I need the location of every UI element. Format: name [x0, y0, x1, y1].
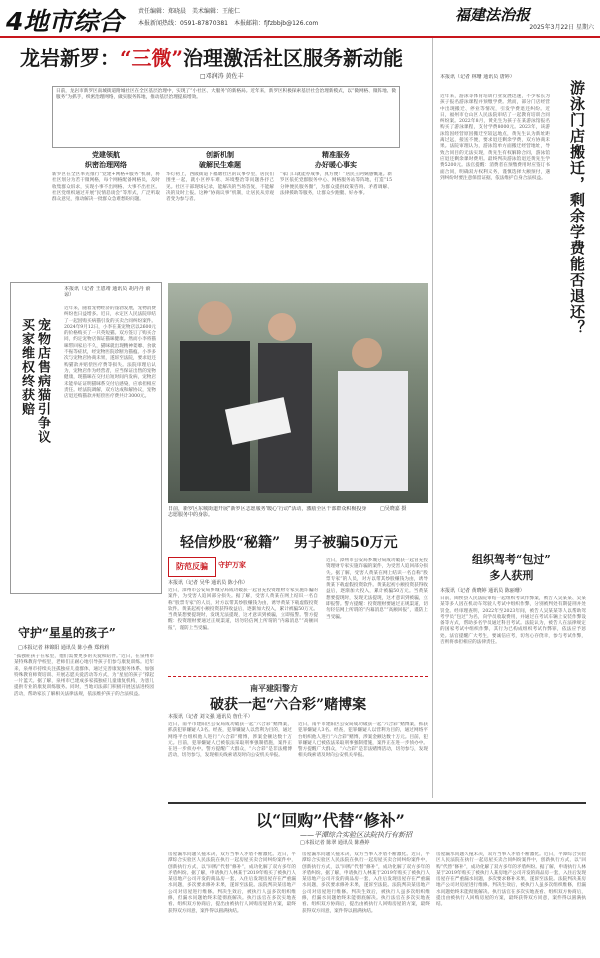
lead-byline: □邓润涛 黄佐丰 [200, 73, 244, 80]
star-body: “孤独症孩子在家里，他们需要更多的关爱和陪伴。”近日，在泉州市某特殊教育学校里，老师们正耐心地引导孩子们参与康复训练。近年来，泉州市持续关注孤独症儿童群体，通过完善康复服务体系、加强特殊教育师资培训、开展志愿关爱活动等方式，为“星星的孩子”撑起一片蓝天。据了解，泉州市已建成多家孤独症儿童康复机构，为患儿提供专业的康复训练服务。同时，当地司法部门积极开展送法进校园活动，帮助家长了解相关法律法规，依法维护孩子的合法权益。 [14, 654, 154, 697]
subhead-1: 党建领航 织密治理网络 [85, 150, 127, 169]
section-title: 4地市综合 [6, 7, 124, 36]
fraud-body-1: 近日，漳州市公安局芗城分局成功破获一起冒充投资理财专家实施诈骗的案件，为受害人追回部分损失。据了解，受害人黄某在网上结识一名自称“股票专家”的人员，对方以带其炒股赚钱为由，诱导黄某下载虚假投资软件。黄某起初小额投资获得收益后，逐渐加大投入，累计被骗50万元。当黄某想要提现时，发现无法提现，这才意识到被骗，立即报警。警方提醒：投资理财要通过正规渠道，切勿轻信网上所谓的“内幕消息”“高额回报”，谨防上当受骗。 [168, 588, 318, 631]
photo-figure-2 [268, 313, 296, 341]
issue-date: 2025年3月22日 星期六 [529, 24, 594, 31]
photo-figure-3 [352, 338, 382, 368]
lead-headline [20, 42, 403, 71]
gambling-byline: 本报讯（记者 刘文强 通讯员 詹仕平） [168, 714, 253, 720]
subhead-2: 创新机制 破解民生难题 [199, 150, 241, 169]
photo-caption: 日前，新罗区东城街道开展“新罗区志愿服务‘暖心’行动”活动，激励全区干部群众积极投身志愿服务中的身影。 [168, 506, 367, 518]
pet-byline: 本报讯（记者 王恩靖 通讯员 胡丹丹 俞谅） [64, 286, 151, 298]
buyback-body-1: 房屋漏水问题久拖未决，双方当事人矛盾不断激化。近日，平潭综合实验区人民法院在执行一起房屋买卖合同纠纷案件中，创新执行方式，以“回购”代替“修补”，成功化解了双方多年的矛盾纠纷。据了解，申请执行人林某于2019年购买了被执行人某房地产公司开发的商品房一套，入住后发现房屋存在严重漏水问题，多次要求修补未果，遂诉至法院。法院判决某房地产公司对房屋进行维修。判决生效后，被执行人虽多次组织维修，但漏水问题始终未能彻底解决。执行法官在多次实地查看、组织双方协商后，提出由被执行人回购房屋的方案，最终获得双方同意，案件得以圆满执结。 [168, 852, 296, 914]
gambling-headline: 破获一起“六合彩”赌博案 [210, 697, 367, 713]
lead-col-2: 华灯初上，西陂街道下福塘社区的议事亭里，居民们围坐一起，就小区停车难、环境整治等问题各抒己见。社区干部现场记录，能解决的当场答复，不能解决的及时上报。这种“协商议事”机制，让居民从旁观者变为参与者。 [166, 172, 274, 203]
headline-part3: 治理激活社区服务新动能 [183, 46, 404, 70]
photo-figure-1 [198, 301, 232, 335]
fraud-badge-2: 守护万家 [218, 561, 246, 569]
buyback-byline: □本报记者 陈翠 通讯员 陈燕婷 [300, 840, 370, 846]
lead-photo [168, 283, 428, 503]
buyback-body-2: 房屋漏水问题久拖未决，双方当事人矛盾不断激化。近日，平潭综合实验区人民法院在执行一起房屋买卖合同纠纷案件中，创新执行方式，以“回购”代替“修补”，成功化解了双方多年的矛盾纠纷。据了解，申请执行人林某于2019年购买了被执行人某房地产公司开发的商品房一套，入住后发现房屋存在严重漏水问题，多次要求修补未果，遂诉至法院。法院判决某房地产公司对房屋进行维修。判决生效后，被执行人虽多次组织维修，但漏水问题始终未能彻底解决。执行法官在多次实地查看、组织双方协商后，提出由被执行人回购房屋的方案，最终获得双方同意，案件得以圆满执结。 [302, 852, 430, 914]
fraud-byline: 本报讯（记者 吴华 通讯员 陈小伟） [168, 580, 248, 586]
subhead-3: 精准服务 办好暖心事实 [315, 150, 357, 169]
lead-col-1: 新罗区在全区率先推行“党建+网格+服务”机制，将社区划分为若干微网格，每个网格配备网格员，及时收集群众诉求，实现小事不出网格、大事不出社区。社区党组织通过开展“民情恳谈会”等形式，广泛听取群众意见，推动解决一批群众急难愁盼问题。 [52, 172, 160, 203]
editor-credit: 责任编辑：郑晓晨 美术编辑：王能仁 [138, 8, 241, 15]
gym-body: 近年来，游泳等体育培训行业发展迅速，不少家长为孩子报名游泳课程并预缴学费。然而，部分门店经营中出现搬迁、停业等情况，引发学费退还纠纷。近日，福州市仓山区人民法院审结了一起教育培训合同纠纷案。2022年8月，黄先生为孩子在某游泳馆报名购买了游泳课程，支付学费8000元。2023年，该游泳馆因经营原因搬迁至较远地点，黄先生认为新址距离过远，接送不便，要求退还剩余学费，双方协商未果。法院审理认为，游泳馆单方面搬迁经营地址，导致合同目的无法实现，黄先生有权解除合同，游泳馆应退还剩余课时费用。最终判决游泳馆退还黄先生学费5200元。法官提醒：消费者在预缴费用时应签订书面合同，明确双方权利义务，谨慎选择大额预付，遇到纠纷时要注意保留证据，依法维护自身合法权益。 [440, 94, 550, 181]
lead-intro: 日前，龙岩市新罗区南城街道附城社区在全区基层治理中，实现了“小社区、大服务”的新格局。近年来，新罗区积极探索基层社会治理新模式，以“微网格、微阵地、微服务”为抓手，织密治理网络，做实服务阵地，推动基层治理提质增效。 [52, 86, 400, 148]
buyback-rule [168, 802, 586, 804]
photo-figure-3-body [338, 371, 408, 491]
buyback-body-3: 房屋漏水问题久拖未决，双方当事人矛盾不断激化。近日，平潭综合实验区人民法院在执行一起房屋买卖合同纠纷案件中，创新执行方式，以“回购”代替“修补”，成功化解了双方多年的矛盾纠纷。据了解，申请执行人林某于2019年购买了被执行人某房地产公司开发的商品房一套，入住后发现房屋存在严重漏水问题，多次要求修补未果，遂诉至法院。法院判决某房地产公司对房屋进行维修。判决生效后，被执行人虽多次组织维修，但漏水问题始终未能彻底解决。执行法官在多次实地查看、组织双方协商后，提出由被执行人回购房屋的方案，最终获得双方同意，案件得以圆满执结。 [436, 852, 586, 908]
column-rule [432, 38, 433, 798]
drunk-headline: 组织驾考“包过” 多人获刑 [472, 553, 551, 582]
headline-part1: 龙岩新罗： [20, 46, 120, 70]
headline-part2: “三微” [120, 46, 184, 70]
gym-headline: 游泳门店搬迁，剩余学费能否退还？ [568, 80, 586, 336]
hotline: 本报新闻热线：0591-87870381 本报邮箱：fjfzbbjb@126.com [138, 20, 319, 27]
gambling-divider [168, 676, 428, 677]
pet-body: 近年来，随着宠物经济的蓬勃发展，宠物消费纠纷也日益增多。近日，永定区人民法院审结了一起因购买病猫引发的买卖合同纠纷案件。2024年9月12日，小李在某宠物店以2600元的价格购买了一只英短猫。双方签订了购买合同，约定宠物店保证猫咪健康。然而小李将猫咪带回家后不久，猫咪就出现精神萎靡、食欲不振等症状，经宠物医院诊断为猫瘟。小李多次与宠物店协商未果，遂诉至法院，要求退还购猫款并赔偿医疗费等损失。法院审理后认为，宠物店作为经营者，应当保证出售的宠物健康，现猫咪在交付后短时间内发病，宠物店未能举证证明猫咪系交付后感染，应承担相应责任。经法院调解，双方达成和解协议，宠物店退还购猫款并赔偿医疗费共计3000元。 [64, 306, 156, 400]
drunk-byline: 本报讯（记者 黄晓婷 通讯员 陈丽珊） [440, 588, 525, 594]
fraud-badge-box [168, 557, 216, 577]
buyback-subtitle: ——平潭综合实验区法院执行有新招 [300, 831, 412, 839]
star-headline: 守护“星星的孩子” [18, 626, 116, 640]
masthead-logo: 福建法治报 [454, 6, 530, 24]
buyback-headline: 以“回购”代替“修补” [256, 811, 405, 830]
photo-credit: □吴晓嘉 摄 [380, 506, 407, 512]
gym-byline: 本报讯（记者 林珊 通讯员 唐婷） [440, 74, 515, 80]
fraud-badge-1: 防范反骗 [176, 562, 208, 571]
pet-headline: 宠物店售病猫引争议 买家维权终获赔 [19, 318, 50, 444]
fraud-body-2: 近日，漳州市公安局芗城分局成功破获一起冒充投资理财专家实施诈骗的案件，为受害人追回部分损失。据了解，受害人黄某在网上结识一名自称“股票专家”的人员，对方以带其炒股赚钱为由，诱导黄某下载虚假投资软件。黄某起初小额投资获得收益后，逐渐加大投入，累计被骗50万元。当黄某想要提现时，发现无法提现，这才意识到被骗，立即报警。警方提醒：投资理财要通过正规渠道，切勿轻信网上所谓的“内幕消息”“高额回报”，谨防上当受骗。 [326, 558, 428, 620]
star-byline: □本报记者 林锦阳 通讯员 陈小燕 郑莉莉 [18, 645, 110, 651]
gambling-body-2: 近日，南平市建阳区公安局成功破获一起“六合彩”赌博案，抓获犯罪嫌疑人3名。经查，犯罪嫌疑人以营利为目的，通过网络平台组织他人进行“六合彩”赌博，涉案金额达数十万元。目前，犯罪嫌疑人已被依法采取刑事强制措施，案件正在进一步侦办中。警方提醒广大群众，“六合彩”是非法赌博活动，切勿参与，发现相关线索请及时向公安机关举报。 [298, 722, 428, 759]
gambling-kicker: 南平建阳警方 [250, 684, 298, 693]
drunk-body: 日前，闽侯县人民法院审结一起组织考试作弊案，被告人吴某某、吴某某等多人因在机动车驾驶人考试中组织作弊，分别被判处有期徒刑并处罚金。经审理查明，2022年至2023年间，被告人吴某某等人以帮助驾考学员“包过”为名，向学员收取费用，并通过在考试车辆上安装作弊设备等方式，帮助多名学员通过科目考试。法院认为，被告人在法律规定的国家考试中组织作弊，其行为已构成组织考试作弊罪，依法应予惩处。法官提醒广大考生，要诚信应考，切勿心存侥幸，参与考试作弊，否则将承担相应的法律责任。 [440, 596, 586, 646]
lead-col-3: “家门口就能办成事，真方便！”居民王阿姨感慨道。新罗区依托党群服务中心、网格服务站等阵地，打造“15分钟便民服务圈”，为群众提供政策咨询、矛盾调解、法律援助等服务，让群众少跑腿、好办事。 [280, 172, 392, 196]
gambling-body-1: 近日，南平市建阳区公安局成功破获一起“六合彩”赌博案，抓获犯罪嫌疑人3名。经查，犯罪嫌疑人以营利为目的，通过网络平台组织他人进行“六合彩”赌博，涉案金额达数十万元。目前，犯罪嫌疑人已被依法采取刑事强制措施，案件正在进一步侦办中。警方提醒广大群众，“六合彩”是非法赌博活动，切勿参与，发现相关线索请及时向公安机关举报。 [168, 722, 292, 759]
fraud-headline: 轻信炒股“秘籍” 男子被骗50万元 [180, 535, 398, 551]
